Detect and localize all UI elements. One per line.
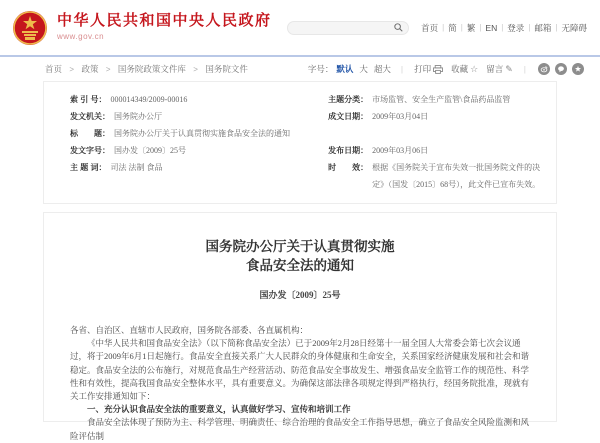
document-card	[43, 212, 557, 441]
document-metadata-card	[43, 81, 557, 204]
meta-agency-value: 国务院办公厅	[114, 112, 162, 121]
nav-login[interactable]: 登录	[507, 22, 525, 33]
meta-doc-no-label: 发文字号：	[70, 146, 110, 155]
nav-simplified[interactable]: 简	[448, 22, 457, 33]
font-size-default[interactable]: 默认	[336, 64, 354, 74]
meta-subject-label: 主 题 词：	[70, 163, 107, 172]
meta-subject	[70, 159, 320, 193]
meta-agency	[70, 108, 320, 125]
section-heading-1: 一、充分认识食品安全法的重要意义，认真做好学习、宣传和培训工作	[87, 404, 351, 415]
share-wechat-button[interactable]	[555, 63, 567, 75]
search-icon[interactable]	[394, 23, 403, 32]
top-nav: 首页 | 简 | 繁 | EN | 登录 | 邮箱 | 无障碍	[421, 22, 587, 33]
meta-doc-no-value: 国办发〔2009〕25号	[114, 146, 186, 155]
meta-written-date-value: 2009年03月04日	[372, 112, 429, 121]
font-size-label: 字号：	[307, 64, 334, 74]
meta-title-label: 标 题：	[70, 129, 110, 138]
document-body	[70, 324, 530, 443]
nav-english[interactable]: EN	[485, 22, 498, 33]
site-header	[0, 0, 600, 57]
meta-index-value: 000014349/2009-00016	[110, 95, 188, 104]
document-number: 国办发〔2009〕25号	[259, 290, 341, 300]
breadcrumb-policy-library[interactable]: 国务院政策文件库	[117, 64, 186, 74]
pencil-icon: ✎	[505, 63, 513, 74]
meta-category-label: 主题分类：	[328, 95, 369, 104]
body-paragraph-1: 《中华人民共和国食品安全法》（以下简称食品安全法）已于2009年2月28日经第十一届全国人大常委会第七次会议通过，将于2009年6月1日起施行。食品安全直接关系广大人民群众的身体健康和生命安全，关系国家经济健康发展和社会和谐稳定。食品安全法的公布施行，对规范食品生产经营活动、防范食品安全事故发生、增强食品安全监管工作的规范性、科学性和有效性，提高我国食品安全整体水平，具有重要意义。为确保这部法律各项规定得到严格执行，经国务院批准，现就有关工作安排通知如下：	[70, 338, 530, 402]
meta-index-label: 索 引 号：	[70, 95, 107, 104]
font-size-large[interactable]: 大	[359, 64, 368, 74]
salutation: 各省、自治区、直辖市人民政府，国务院各部委、各直属机构：	[70, 325, 309, 335]
meta-validity-value: 根据《国务院关于宣布失效一批国务院文件的决定》（国发〔2015〕68号），此文件已宣布失效。	[372, 163, 541, 189]
national-emblem-icon	[12, 10, 48, 46]
page-toolbar: 字号： 默认 大 超大 | 打印 收藏 ☆ 留言 ✎ |	[308, 63, 584, 75]
meta-written-date-label: 成文日期：	[328, 112, 369, 121]
meta-category	[328, 91, 550, 108]
nav-accessibility[interactable]: 无障碍	[561, 22, 587, 33]
meta-subject-value: 司法 法制 食品	[110, 163, 163, 172]
comment-button[interactable]: 留言 ✎	[486, 63, 513, 74]
breadcrumb-policy[interactable]: 政策	[81, 64, 99, 74]
meta-index	[70, 91, 320, 108]
nav-traditional[interactable]: 繁	[466, 22, 476, 33]
meta-doc-no	[70, 142, 320, 159]
search-box[interactable]	[287, 21, 409, 35]
share-star-icon	[574, 65, 582, 73]
weibo-icon	[540, 65, 548, 73]
favorite-button[interactable]: 收藏 ☆	[451, 63, 479, 74]
meta-agency-label: 发文机关：	[70, 112, 110, 121]
star-icon: ☆	[470, 63, 479, 74]
breadcrumb-state-council-docs[interactable]: 国务院文件	[205, 64, 248, 74]
breadcrumb: 首页 > 政策 > 国务院政策文件库 > 国务院文件	[45, 64, 248, 74]
nav-mail[interactable]: 邮箱	[534, 22, 552, 33]
nav-home[interactable]: 首页	[421, 22, 439, 33]
document-title: 国务院办公厅关于认真贯彻实施食品安全法的通知	[205, 239, 395, 273]
body-paragraph-2: 食品安全法体现了预防为主、科学管理、明确责任、综合治理的食品安全工作指导思想，确立了食品安全风险监测和风险评估制	[70, 417, 530, 441]
font-size-xlarge[interactable]: 超大	[373, 64, 391, 74]
meta-written-date	[328, 108, 550, 125]
site-brand[interactable]	[12, 10, 272, 46]
share-weibo-button[interactable]	[538, 63, 550, 75]
share-more-button[interactable]	[572, 63, 584, 75]
site-title: 中华人民共和国中央人民政府	[57, 12, 272, 30]
breadcrumb-toolbar-row	[0, 57, 600, 81]
meta-validity	[328, 159, 550, 193]
meta-publish-date-value: 2009年03月06日	[372, 146, 429, 155]
meta-validity-label: 时 效：	[328, 163, 369, 172]
meta-publish-date	[328, 142, 550, 159]
printer-icon	[433, 65, 443, 74]
wechat-icon	[557, 65, 565, 73]
meta-category-value: 市场监管、安全生产监管\食品药品监管	[372, 95, 511, 104]
breadcrumb-home[interactable]: 首页	[45, 64, 63, 74]
site-url: www.gov.cn	[57, 31, 105, 41]
meta-title	[70, 125, 550, 142]
meta-publish-date-label: 发布日期：	[328, 146, 369, 155]
print-button[interactable]: 打印	[414, 63, 443, 75]
meta-title-value: 国务院办公厅关于认真贯彻实施食品安全法的通知	[114, 129, 290, 138]
search-input[interactable]	[295, 23, 394, 32]
